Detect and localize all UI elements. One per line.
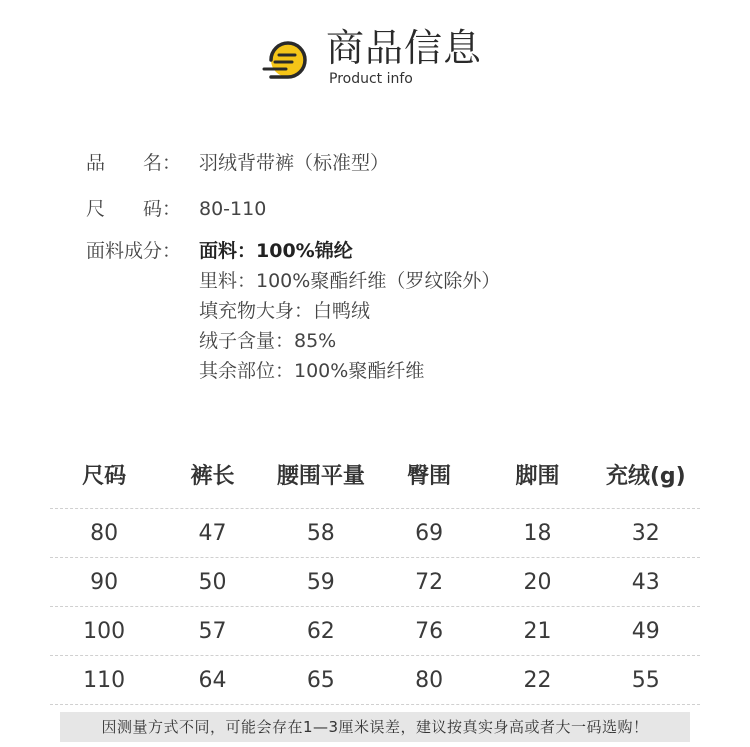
material-line: 里料：100%聚酯纤维（罗纹除外） [199, 270, 501, 292]
table-cell: 58 [306, 520, 335, 546]
table-cell: 72 [415, 569, 444, 595]
table-cell: 20 [523, 569, 552, 595]
table-header-cell: 充绒(g) [605, 463, 686, 489]
table-cell: 50 [198, 569, 227, 595]
table-cell: 110 [83, 667, 126, 693]
info-row-material [86, 236, 726, 386]
table-row [50, 655, 700, 705]
table-cell: 47 [198, 520, 227, 546]
table-header-cell: 脚围 [515, 463, 560, 489]
material-label: 面料成分： [86, 240, 182, 262]
info-row-name [86, 148, 726, 178]
table-header [50, 450, 700, 498]
page-title: 商品信息 [326, 26, 483, 70]
table-header-cell: 臀围 [407, 463, 452, 489]
size-table [50, 450, 700, 693]
table-cell: 65 [306, 667, 335, 693]
table-cell: 76 [415, 618, 444, 644]
name-label: 品 名： [86, 152, 182, 174]
table-cell: 64 [198, 667, 227, 693]
table-cell: 55 [631, 667, 660, 693]
table-cell: 32 [631, 520, 660, 546]
table-row [50, 557, 700, 606]
name-value: 羽绒背带裤（标准型） [199, 152, 390, 174]
header [0, 0, 750, 110]
size-value: 80-110 [199, 198, 267, 220]
page-subtitle: Product info [329, 71, 413, 87]
table-cell: 80 [415, 667, 444, 693]
table-cell: 59 [306, 569, 335, 595]
table-body [50, 508, 700, 705]
table-cell: 90 [90, 569, 119, 595]
table-cell: 18 [523, 520, 552, 546]
table-cell: 21 [523, 618, 552, 644]
table-header-cell: 尺码 [82, 463, 127, 489]
table-cell: 57 [198, 618, 227, 644]
material-line: 填充物大身：白鸭绒 [199, 300, 371, 322]
table-header-cell: 裤长 [190, 463, 235, 489]
info-row-size [86, 194, 726, 224]
product-info [86, 148, 726, 386]
table-row [50, 606, 700, 655]
table-cell: 43 [631, 569, 660, 595]
material-line: 其余部位：100%聚酯纤维 [199, 360, 425, 382]
table-header-cell: 腰围平量 [276, 463, 365, 489]
material-line: 面料：100%锦纶 [199, 240, 353, 262]
table-cell: 62 [306, 618, 335, 644]
measurement-note: 因测量方式不同，可能会存在1—3厘米误差，建议按真实身高或者大一码选购！ [60, 712, 690, 742]
table-cell: 69 [415, 520, 444, 546]
table-cell: 49 [631, 618, 660, 644]
chat-bubble-lines-icon [262, 38, 312, 82]
table-row [50, 508, 700, 557]
table-cell: 22 [523, 667, 552, 693]
size-label: 尺 码： [86, 198, 182, 220]
table-cell: 80 [90, 520, 119, 546]
material-lines [199, 236, 726, 386]
material-line: 绒子含量：85% [199, 330, 337, 352]
table-cell: 100 [83, 618, 126, 644]
